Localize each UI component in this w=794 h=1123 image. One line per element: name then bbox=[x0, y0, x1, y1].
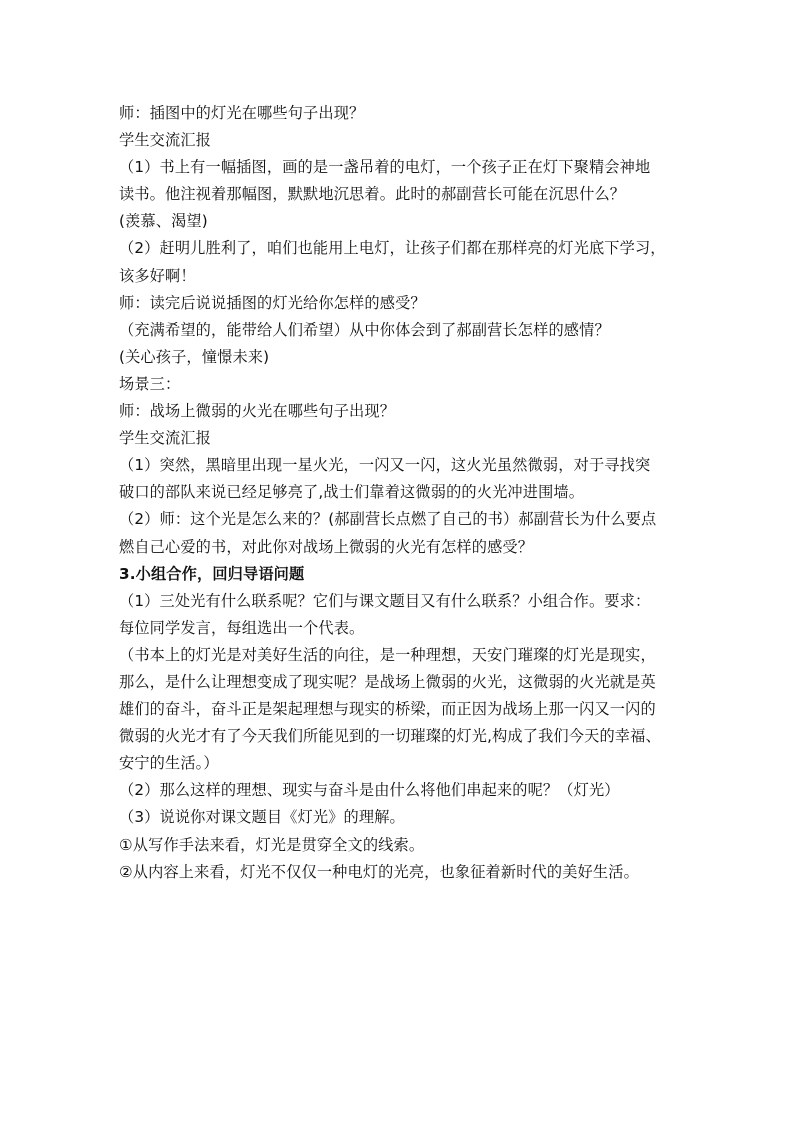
text-line: 师：插图中的灯光在哪些句子出现？ bbox=[119, 104, 365, 122]
text-line: ①从写作手法来看，灯光是贯穿全文的线索。 bbox=[119, 835, 425, 854]
text-line: （1）三处光有什么联系呢？它们与课文题目又有什么联系？小组合作。要求： bbox=[119, 591, 651, 610]
text-line: 燃自己心爱的书，对此你对战场上微弱的火光有怎样的感受？ bbox=[119, 537, 534, 556]
text-line: 该多好啊！ bbox=[119, 266, 196, 285]
text-line: 学生交流汇报 bbox=[119, 131, 212, 150]
document-body bbox=[119, 100, 689, 886]
text-line: （充满希望的，能带给人们希望）从中你体会到了郝副营长怎样的感情？ bbox=[119, 320, 610, 339]
text-line: 师：读完后说说插图的灯光给你怎样的感受？ bbox=[119, 293, 426, 312]
text-line: （1）书上有一幅插图，画的是一盏吊着的电灯，一个孩子正在灯下聚精会神地 bbox=[119, 158, 651, 177]
text-line: 学生交流汇报 bbox=[119, 429, 212, 448]
text-line: 师：战场上微弱的火光在哪些句子出现？ bbox=[119, 402, 396, 421]
text-line: 读书。他注视着那幅图，默默地沉思着。此时的郝副营长可能在沉思什么？ bbox=[119, 185, 626, 204]
text-line: （3）说说你对课文题目《灯光》的理解。 bbox=[119, 808, 405, 827]
text-line: 安宁的生活。） bbox=[119, 754, 219, 773]
text-line: (关心孩子，憧憬未来) bbox=[119, 347, 270, 366]
text-line: （1）突然，黑暗里出现一星火光，一闪又一闪，这火光虽然微弱，对于寻找突 bbox=[119, 456, 651, 475]
text-line: （2）那么这样的理想、现实与奋斗是由什么将他们串起来的呢？（灯光） bbox=[119, 781, 620, 800]
text-line: （2）赶明儿胜利了，咱们也能用上电灯，让孩子们都在那样亮的灯光底下学习， bbox=[119, 239, 666, 258]
text-line: ②从内容上来看，灯光不仅仅一种电灯的光亮，也象征着新时代的美好生活。 bbox=[119, 862, 639, 881]
text-line: 雄们的奋斗，奋斗正是架起理想与现实的桥梁，而正因为战场上那一闪又一闪的 bbox=[119, 700, 656, 719]
text-line: (羡慕、渴望) bbox=[119, 212, 208, 231]
text-line: （2）师：这个光是怎么来的？(郝副营长点燃了自己的书）郝副营长为什么要点 bbox=[119, 510, 657, 529]
text-line: （书本上的灯光是对美好生活的向往，是一种理想，天安门璀璨的灯光是现实， bbox=[119, 645, 656, 664]
text-line: 每位同学发言，每组选出一个代表。 bbox=[119, 618, 365, 637]
text-line: 那么，是什么让理想变成了现实呢？是战场上微弱的火光，这微弱的火光就是英 bbox=[119, 672, 656, 691]
section-label: 场景三： bbox=[119, 374, 181, 393]
section-heading: 3.小组合作，回归导语问题 bbox=[119, 564, 305, 583]
text-line: 微弱的火光才有了今天我们所能见到的一切璀璨的灯光,构成了我们今天的幸福、 bbox=[119, 727, 661, 746]
text-line: 破口的部队来说已经足够亮了,战士们靠着这微弱的的火光冲进围墙。 bbox=[119, 483, 585, 502]
